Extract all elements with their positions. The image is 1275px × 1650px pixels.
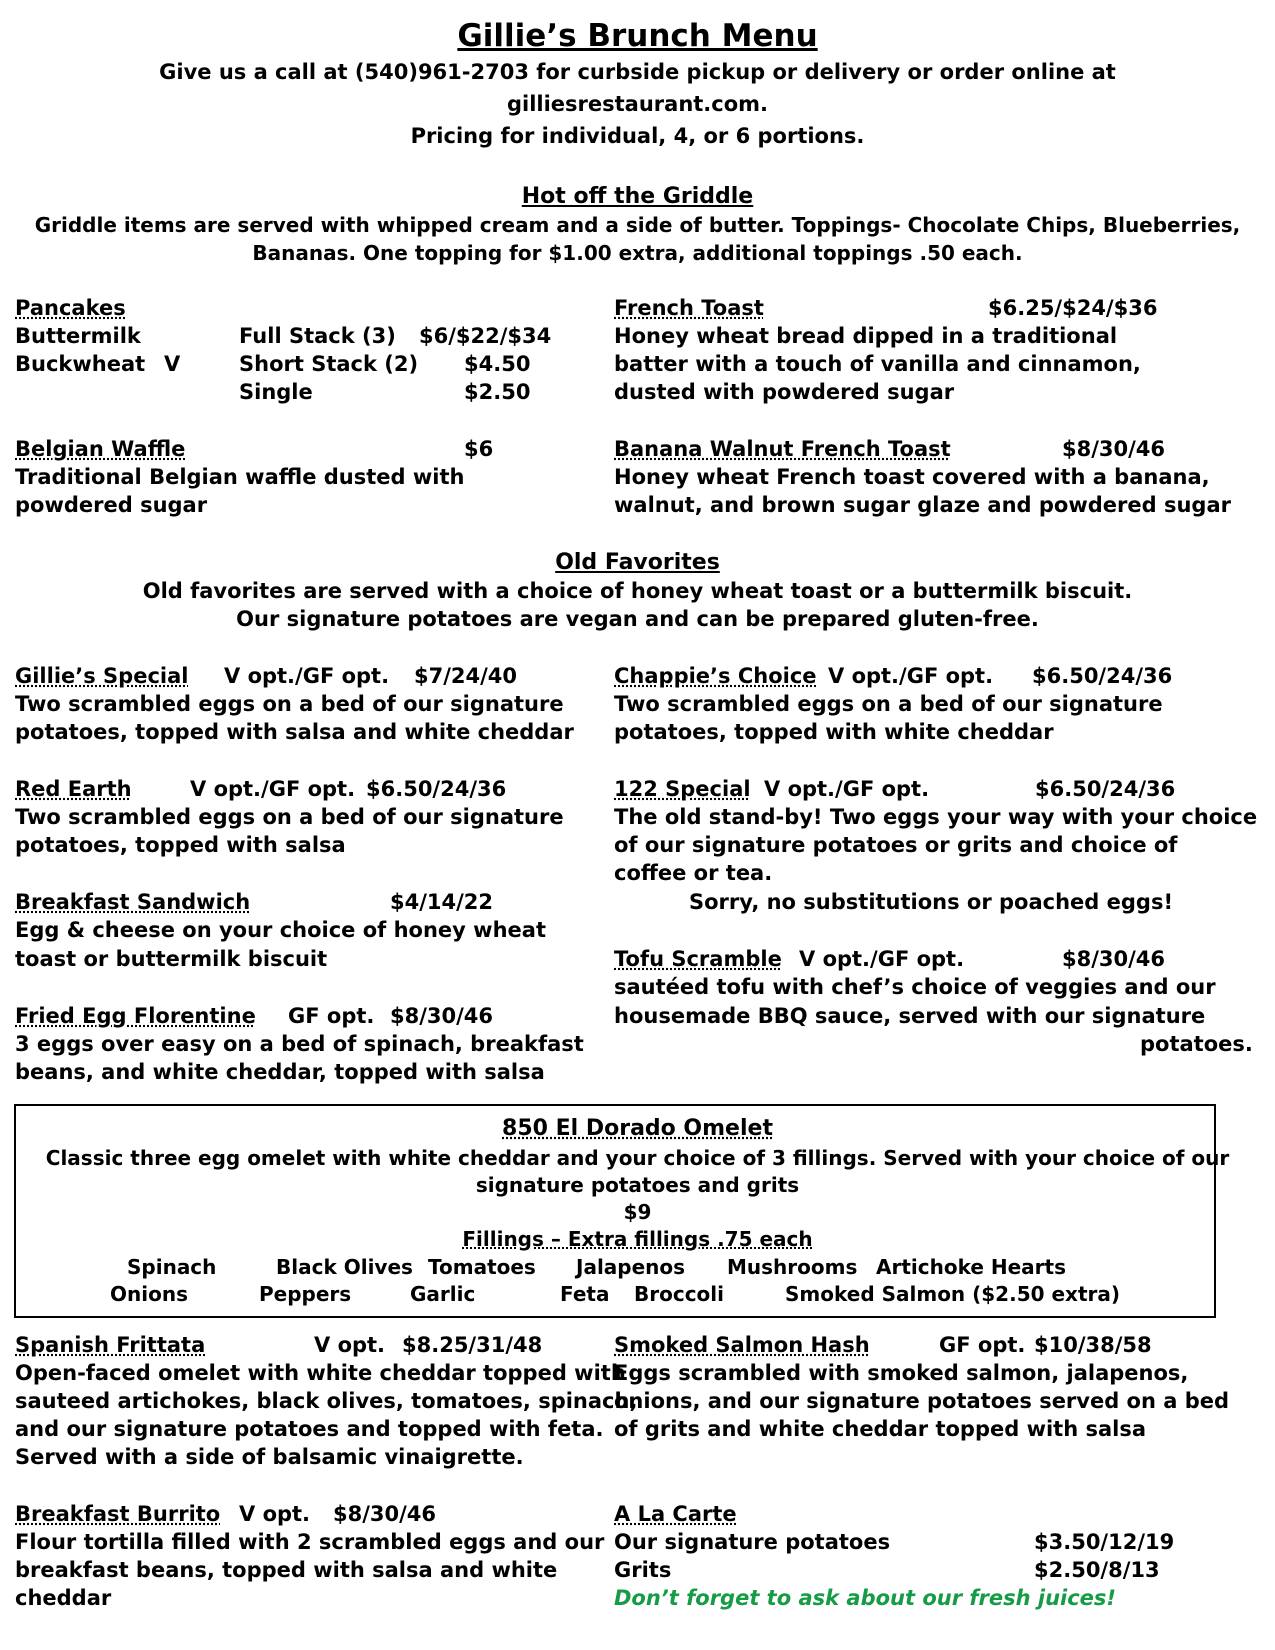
red-earth-name: Red Earth — [15, 777, 132, 801]
frittata-options: V opt. — [314, 1333, 386, 1357]
pancakes-buttermilk: Buttermilk — [15, 324, 141, 348]
griddle-desc-1: Griddle items are served with whipped cream and a side of butter. Toppings- Chocolate Chips, Blueberries, — [34, 213, 1241, 237]
frittata-name: Spanish Frittata — [15, 1333, 206, 1357]
salmon-hash-name: Smoked Salmon Hash — [614, 1333, 870, 1357]
waffle-desc-2: powdered sugar — [15, 493, 208, 517]
griddle-heading: Hot off the Griddle — [521, 184, 754, 209]
header-line-3: Pricing for individual, 4, or 6 portions. — [410, 124, 865, 148]
burrito-name: Breakfast Burrito — [15, 1502, 221, 1526]
tofu-scramble-desc-1: sautéed tofu with chef’s choice of veggies and our — [614, 975, 1216, 999]
filling-black-olives: Black Olives — [276, 1255, 413, 1279]
tofu-scramble-desc-2: housemade BBQ sauce, served with our signature — [614, 1004, 1206, 1028]
french-toast-price: $6.25/$24/$36 — [988, 296, 1158, 320]
special-122-note: Sorry, no substitutions or poached eggs! — [689, 890, 1174, 914]
tofu-scramble-price: $8/30/46 — [1062, 947, 1166, 971]
frittata-price: $8.25/31/48 — [402, 1333, 543, 1357]
florentine-name: Fried Egg Florentine — [15, 1004, 256, 1028]
frittata-desc-1: Open-faced omelet with white cheddar topped with — [15, 1361, 626, 1385]
menu-title: Gillie’s Brunch Menu — [457, 18, 818, 54]
a-la-carte-name: A La Carte — [614, 1502, 737, 1526]
header-line-2: gilliesrestaurant.com. — [506, 92, 769, 116]
filling-smoked-salmon: Smoked Salmon ($2.50 extra) — [785, 1282, 1121, 1306]
pancakes-name: Pancakes — [15, 296, 126, 320]
salmon-hash-desc-1: Eggs scrambled with smoked salmon, jalapenos, — [614, 1361, 1189, 1385]
french-toast-desc-3: dusted with powdered sugar — [614, 380, 955, 404]
red-earth-price: $6.50/24/36 — [366, 777, 507, 801]
banana-ft-desc-2: walnut, and brown sugar glaze and powdered sugar — [614, 493, 1231, 517]
banana-ft-desc-1: Honey wheat French toast covered with a banana, — [614, 465, 1210, 489]
omelet-desc-1: Classic three egg omelet with white cheddar and your choice of 3 fillings. Served with your choice of our — [45, 1146, 1230, 1170]
red-earth-options: V opt./GF opt. — [190, 777, 356, 801]
florentine-price: $8/30/46 — [390, 1004, 494, 1028]
filling-artichoke-hearts: Artichoke Hearts — [876, 1255, 1067, 1279]
pancakes-single-price: $2.50 — [464, 380, 531, 404]
filling-peppers: Peppers — [259, 1282, 352, 1306]
chappies-choice-name: Chappie’s Choice — [614, 664, 817, 688]
french-toast-name: French Toast — [614, 296, 764, 320]
a-la-carte-grits: Grits — [614, 1558, 672, 1582]
salmon-hash-price: $10/38/58 — [1034, 1333, 1152, 1357]
breakfast-sandwich-price: $4/14/22 — [390, 890, 494, 914]
florentine-desc-2: beans, and white cheddar, topped with salsa — [15, 1060, 545, 1084]
filling-spinach: Spinach — [127, 1255, 217, 1279]
waffle-price: $6 — [464, 437, 494, 461]
frittata-desc-4: Served with a side of balsamic vinaigrette. — [15, 1445, 524, 1469]
special-122-price: $6.50/24/36 — [1035, 777, 1176, 801]
salmon-hash-options: GF opt. — [939, 1333, 1026, 1357]
burrito-options: V opt. — [239, 1502, 311, 1526]
fillings-heading: Fillings – Extra fillings .75 each — [462, 1227, 813, 1251]
pancakes-short-stack: Short Stack (2) — [239, 352, 419, 376]
gillies-special-name: Gillie’s Special — [15, 664, 189, 688]
tofu-scramble-options: V opt./GF opt. — [799, 947, 965, 971]
breakfast-sandwich-desc-1: Egg & cheese on your choice of honey wheat — [15, 918, 546, 942]
chappies-choice-desc-1: Two scrambled eggs on a bed of our signature — [614, 692, 1163, 716]
omelet-desc-2: signature potatoes and grits — [475, 1173, 800, 1197]
red-earth-desc-2: potatoes, topped with salsa — [15, 833, 346, 857]
a-la-carte-potatoes-price: $3.50/12/19 — [1034, 1530, 1175, 1554]
griddle-desc-2: Bananas. One topping for $1.00 extra, additional toppings .50 each. — [252, 241, 1023, 265]
breakfast-sandwich-name: Breakfast Sandwich — [15, 890, 251, 914]
filling-jalapenos: Jalapenos — [576, 1255, 686, 1279]
french-toast-desc-1: Honey wheat bread dipped in a traditional — [614, 324, 1118, 348]
gillies-special-options: V opt./GF opt. — [224, 664, 390, 688]
filling-onions: Onions — [110, 1282, 188, 1306]
burrito-desc-1: Flour tortilla filled with 2 scrambled eggs and our — [15, 1530, 605, 1554]
red-earth-desc-1: Two scrambled eggs on a bed of our signature — [15, 805, 564, 829]
a-la-carte-potatoes: Our signature potatoes — [614, 1530, 891, 1554]
burrito-desc-3: cheddar — [15, 1586, 112, 1610]
special-122-desc-3: coffee or tea. — [614, 861, 773, 885]
special-122-desc-2: of our signature potatoes or grits and choice of — [614, 833, 1178, 857]
banana-ft-name: Banana Walnut French Toast — [614, 437, 951, 461]
gillies-special-desc-2: potatoes, topped with salsa and white cheddar — [15, 720, 574, 744]
omelet-name: 850 El Dorado Omelet — [502, 1116, 773, 1141]
salmon-hash-desc-2: onions, and our signature potatoes served on a bed — [614, 1389, 1230, 1413]
burrito-desc-2: breakfast beans, topped with salsa and white — [15, 1558, 558, 1582]
banana-ft-price: $8/30/46 — [1062, 437, 1166, 461]
special-122-name: 122 Special — [614, 777, 751, 801]
french-toast-desc-2: batter with a touch of vanilla and cinnamon, — [614, 352, 1141, 376]
florentine-desc-1: 3 eggs over easy on a bed of spinach, breakfast — [15, 1032, 584, 1056]
burrito-price: $8/30/46 — [333, 1502, 437, 1526]
pancakes-short-price: $4.50 — [464, 352, 531, 376]
pancakes-vegan-marker: V — [164, 352, 181, 376]
waffle-desc-1: Traditional Belgian waffle dusted with — [15, 465, 465, 489]
omelet-price: $9 — [623, 1200, 652, 1224]
gillies-special-desc-1: Two scrambled eggs on a bed of our signature — [15, 692, 564, 716]
filling-mushrooms: Mushrooms — [727, 1255, 858, 1279]
filling-garlic: Garlic — [410, 1282, 476, 1306]
waffle-name: Belgian Waffle — [15, 437, 186, 461]
frittata-desc-2: sauteed artichokes, black olives, tomatoes, spinach, — [15, 1389, 638, 1413]
pancakes-full-stack: Full Stack (3) — [239, 324, 396, 348]
florentine-options: GF opt. — [288, 1004, 375, 1028]
tofu-scramble-name: Tofu Scramble — [614, 947, 782, 971]
filling-tomatoes: Tomatoes — [428, 1255, 536, 1279]
pancakes-buckwheat: Buckwheat — [15, 352, 146, 376]
pancakes-single: Single — [239, 380, 313, 404]
breakfast-sandwich-desc-2: toast or buttermilk biscuit — [15, 947, 328, 971]
pancakes-full-price: $6/$22/$34 — [419, 324, 552, 348]
gillies-special-price: $7/24/40 — [414, 664, 518, 688]
special-122-options: V opt./GF opt. — [764, 777, 930, 801]
chappies-choice-options: V opt./GF opt. — [828, 664, 994, 688]
salmon-hash-desc-3: of grits and white cheddar topped with salsa — [614, 1417, 1147, 1441]
tofu-scramble-desc-3: potatoes. — [1140, 1032, 1253, 1056]
header-line-1: Give us a call at (540)961-2703 for curbside pickup or delivery or order online at — [159, 60, 1116, 84]
old-favorites-desc-1: Old favorites are served with a choice of honey wheat toast or a buttermilk biscuit. — [142, 579, 1133, 603]
old-favorites-heading: Old Favorites — [555, 550, 720, 575]
filling-broccoli: Broccoli — [634, 1282, 725, 1306]
chappies-choice-price: $6.50/24/36 — [1032, 664, 1173, 688]
special-122-desc-1: The old stand-by! Two eggs your way with your choice — [614, 805, 1258, 829]
filling-feta: Feta — [560, 1282, 610, 1306]
a-la-carte-grits-price: $2.50/8/13 — [1034, 1558, 1160, 1582]
chappies-choice-desc-2: potatoes, topped with white cheddar — [614, 720, 1054, 744]
old-favorites-desc-2: Our signature potatoes are vegan and can be prepared gluten-free. — [236, 607, 1039, 631]
fresh-juices-note: Don’t forget to ask about our fresh juices! — [614, 1586, 1116, 1610]
frittata-desc-3: and our signature potatoes and topped with feta. — [15, 1417, 604, 1441]
